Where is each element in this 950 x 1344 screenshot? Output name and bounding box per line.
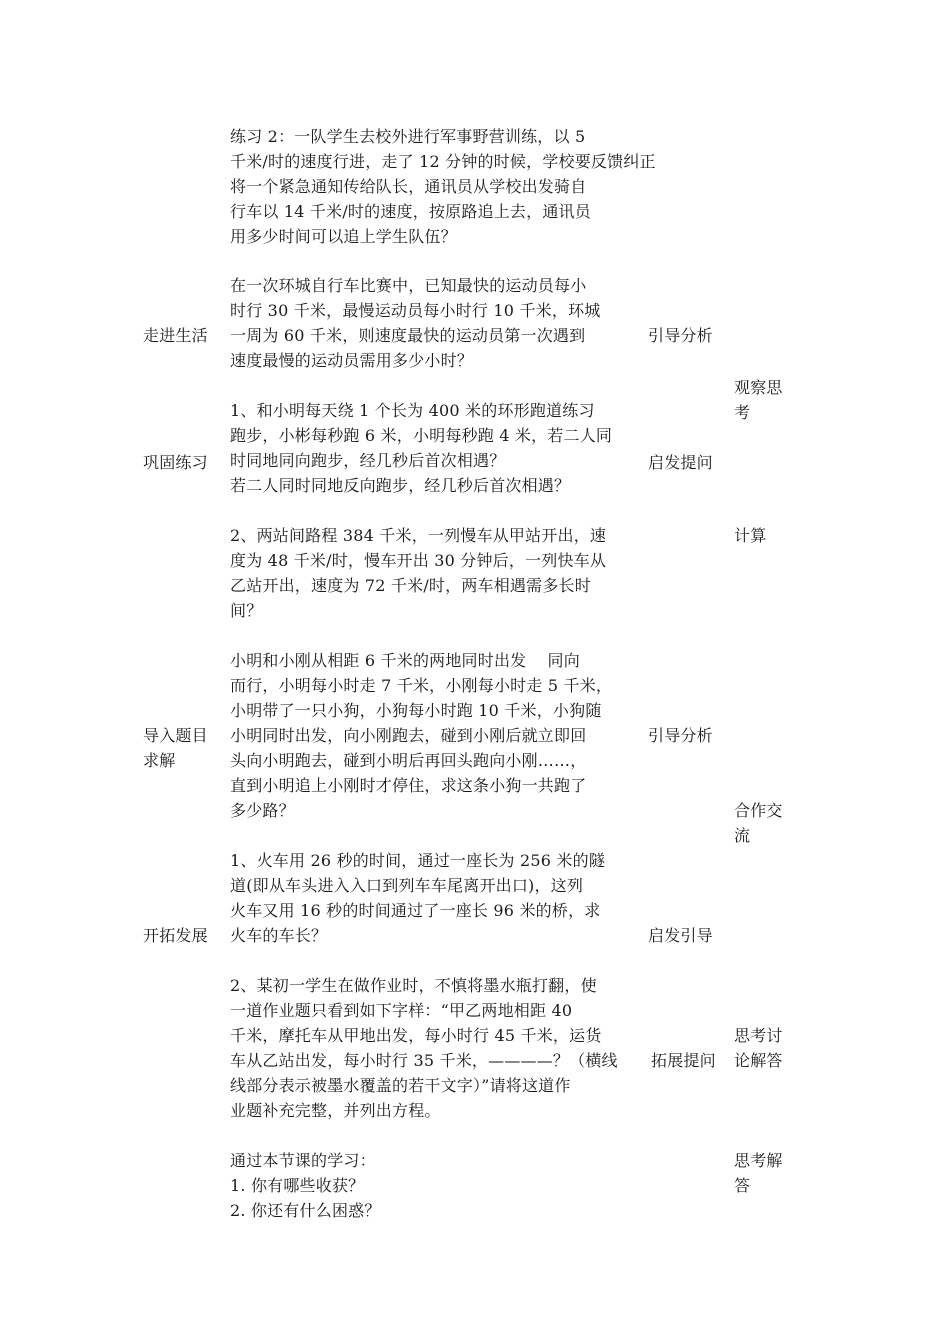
- text-line: 业题补充完整，并列出方程。: [230, 1101, 441, 1120]
- student-observe-cont: 考: [734, 403, 751, 422]
- student-calculate: 计算: [734, 526, 767, 545]
- question-2-text: [230, 523, 606, 623]
- question-1-text: [230, 398, 612, 498]
- train-problem-text: [230, 848, 605, 948]
- text-line: 时行 30 千米，最慢运动员每小时行 10 千米，环城: [230, 301, 601, 320]
- text-line: 间？: [230, 601, 263, 620]
- text-line: 时同地同向跑步，经几秒后首次相遇？: [230, 451, 506, 470]
- text-line: 若二人同时同地反向跑步，经几秒后首次相遇？: [230, 476, 571, 495]
- student-discuss-cont: 论解答: [734, 1051, 783, 1070]
- text-line: 将一个紧急通知传给队长，通讯员从学校出发骑自: [230, 177, 587, 196]
- text-line: 火车又用 16 秒的时间通过了一座长 96 米的桥，求: [230, 901, 601, 920]
- teacher-inspire-guide: 启发引导: [648, 926, 713, 945]
- text-line: 而行，小明每小时走 7 千米，小刚每小时走 5 千米，: [230, 676, 613, 695]
- text-line: 小明同时出发，向小刚跑去，碰到小刚后就立即回: [230, 726, 587, 745]
- ink-problem-text: [230, 973, 618, 1123]
- student-answer: 思考解: [734, 1151, 783, 1170]
- section-expand: 开拓发展: [143, 926, 208, 945]
- text-line: 道(即从车头进入入口到列车车尾离开出口)，这列: [230, 876, 584, 895]
- teacher-expand-question: 拓展提问: [651, 1051, 716, 1070]
- text-line: 度为 48 千米/时，慢车开出 30 分钟后，一列快车从: [230, 551, 607, 570]
- text-line: 2、某初一学生在做作业时，不慎将墨水瓶打翻，使: [230, 976, 597, 995]
- section-intro-line2: 求解: [143, 751, 176, 770]
- text-line: 车从乙站出发，每小时行 35 千米，————？（横线: [230, 1051, 618, 1070]
- text-line: 小明带了一只小狗，小狗每小时跑 10 千米，小狗随: [230, 701, 602, 720]
- summary-text: [230, 1148, 381, 1223]
- student-observe: 观察思: [734, 378, 783, 397]
- text-line: 练习 2：一队学生去校外进行军事野营训练，以 5: [230, 127, 586, 146]
- text-line: 在一次环城自行车比赛中，已知最快的运动员每小: [230, 276, 587, 295]
- text-line: 直到小明追上小刚时才停住，求这条小狗一共跑了: [230, 776, 587, 795]
- text-line: 跑步，小彬每秒跑 6 米，小明每秒跑 4 米，若二人同: [230, 426, 613, 445]
- section-intro-line1: 导入题目: [143, 726, 208, 745]
- student-discuss: 思考讨: [734, 1026, 783, 1045]
- text-line: 火车的车长？: [230, 926, 328, 945]
- text-line: 通过本节课的学习：: [230, 1151, 376, 1170]
- text-line: 一道作业题只看到如下字样：“甲乙两地相距 40: [230, 1001, 573, 1020]
- text-line: 1、和小明每天绕 1 个长为 400 米的环形跑道练习: [230, 401, 595, 420]
- text-line: 头向小明跑去，碰到小明后再回头跑向小刚……，: [230, 751, 587, 770]
- section-consolidate: 巩固练习: [143, 453, 208, 472]
- text-line: 千米，摩托车从甲地出发，每小时行 45 千米，运货: [230, 1026, 602, 1045]
- student-answer-cont: 答: [734, 1176, 751, 1195]
- student-cooperate: 合作交: [734, 801, 783, 820]
- text-line: 千米/时的速度行进，走了 12 分钟的时候，学校要反馈纠正: [230, 152, 656, 171]
- student-cooperate-cont: 流: [734, 826, 751, 845]
- text-line: 1. 你有哪些收获？: [230, 1176, 365, 1195]
- dog-problem-text: [230, 648, 612, 823]
- text-line: 1、火车用 26 秒的时间，通过一座长为 256 米的隧: [230, 851, 606, 870]
- teacher-guide-analysis: 引导分析: [648, 726, 713, 745]
- bike-race-text: [230, 273, 600, 373]
- text-line: 一周为 60 千米，则速度最快的运动员第一次遇到: [230, 326, 586, 345]
- text-line: 行车以 14 千米/时的速度，按原路追上去，通讯员: [230, 202, 591, 221]
- text-line: 2、两站间路程 384 千米，一列慢车从甲站开出，速: [230, 526, 607, 545]
- teacher-inspire-question: 启发提问: [648, 453, 713, 472]
- text-line: 线部分表示被墨水覆盖的若干文字）”请将这道作: [230, 1076, 571, 1095]
- section-life: 走进生活: [143, 326, 208, 345]
- teacher-guide-analysis: 引导分析: [648, 326, 713, 345]
- text-line: 乙站开出，速度为 72 千米/时，两车相遇需多长时: [230, 576, 591, 595]
- practice-2-text: [230, 124, 656, 249]
- text-line: 小明和小刚从相距 6 千米的两地同时出发 同向: [230, 651, 580, 670]
- text-line: 多少路？: [230, 801, 295, 820]
- text-line: 2. 你还有什么困惑？: [230, 1201, 381, 1220]
- text-line: 用多少时间可以追上学生队伍？: [230, 227, 457, 246]
- text-line: 速度最慢的运动员需用多少小时？: [230, 351, 474, 370]
